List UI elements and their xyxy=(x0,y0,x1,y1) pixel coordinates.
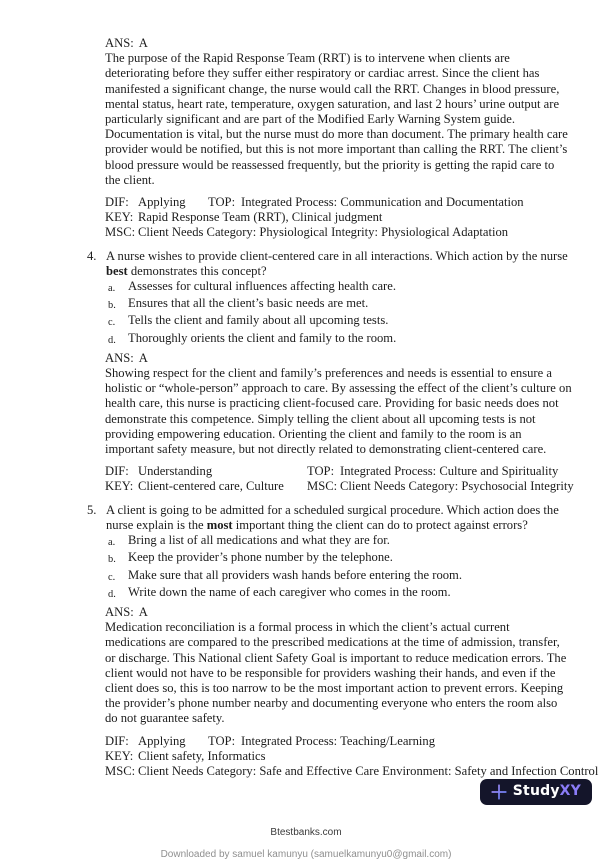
brand-suffix: XY xyxy=(559,783,581,800)
meta-tag: DIF: xyxy=(105,464,129,479)
meta-pair xyxy=(105,749,266,764)
meta-tag: TOP: xyxy=(307,464,335,479)
answer-label: ANS: xyxy=(105,604,134,619)
meta-tag: DIF: xyxy=(105,733,129,748)
option-letter: b. xyxy=(108,554,116,566)
option-row xyxy=(108,550,572,567)
meta-pair xyxy=(208,195,524,210)
option-row xyxy=(108,331,572,348)
option-text: Write down the name of each caregiver who comes in the room. xyxy=(128,584,451,599)
meta-block xyxy=(105,195,572,241)
meta-pair xyxy=(307,464,558,479)
meta-pair xyxy=(105,210,382,225)
meta-value: Client Needs Category: Safe and Effective Care Environment: Safety and Infection Control xyxy=(138,763,599,778)
meta-pair xyxy=(307,479,574,494)
meta-value: Applying xyxy=(138,733,186,748)
meta-tag: TOP: xyxy=(208,195,236,210)
meta-row xyxy=(105,225,572,240)
stem-text: demonstrates this concept? xyxy=(127,263,267,278)
option-text: Make sure that all providers wash hands before entering the room. xyxy=(128,567,462,582)
question-block xyxy=(87,248,572,348)
option-row xyxy=(108,533,572,550)
meta-pair xyxy=(105,479,307,494)
meta-tag: MSC: xyxy=(105,763,136,778)
meta-row xyxy=(105,763,599,779)
option-text: Tells the client and family about all upcoming tests. xyxy=(128,313,389,328)
meta-value: Integrated Process: Culture and Spirituality xyxy=(340,464,559,479)
stem-text: A nurse wishes to provide client-centered care in all interactions. Which action by the nurse xyxy=(106,248,568,263)
meta-block xyxy=(105,733,599,780)
stem-bold-word: best xyxy=(106,263,128,278)
plus-icon xyxy=(491,784,507,800)
option-letter: a. xyxy=(108,537,116,549)
meta-row xyxy=(105,195,572,210)
meta-value: Understanding xyxy=(138,464,213,479)
answer-line xyxy=(105,351,572,366)
meta-row xyxy=(105,210,572,225)
meta-block xyxy=(105,464,572,494)
site-name: Btestbanks.com xyxy=(270,827,342,838)
meta-value: Client Needs Category: Psychosocial Integrity xyxy=(340,479,574,494)
stem-text: important thing the client can do to protect against errors? xyxy=(232,517,528,532)
option-text: Assesses for cultural influences affecting health care. xyxy=(128,279,396,294)
meta-value: Client safety, Informatics xyxy=(138,748,266,763)
meta-tag: MSC: xyxy=(105,225,136,240)
meta-value: Client-centered care, Culture xyxy=(138,479,284,494)
brand-name: Study xyxy=(512,783,560,800)
meta-row xyxy=(105,734,572,749)
stem-bold-word: most xyxy=(206,517,233,532)
answer-value: A xyxy=(138,350,148,365)
options-list xyxy=(108,279,572,348)
meta-pair xyxy=(105,734,208,749)
meta-tag: DIF: xyxy=(105,195,129,210)
question-number: 4. xyxy=(87,248,97,263)
option-letter: a. xyxy=(108,283,116,295)
meta-pair xyxy=(105,464,307,479)
answer-label: ANS: xyxy=(105,350,134,365)
answer-section xyxy=(105,604,599,779)
option-letter: d. xyxy=(108,334,116,346)
option-row xyxy=(108,296,572,313)
option-row xyxy=(108,313,572,330)
meta-row xyxy=(105,479,572,494)
studyxy-brand-text xyxy=(513,784,581,799)
meta-pair xyxy=(105,225,508,240)
meta-tag: MSC: xyxy=(307,479,338,494)
option-letter: d. xyxy=(108,588,116,600)
meta-value: Integrated Process: Communication and Documentation xyxy=(241,195,524,210)
rationale-text: Showing respect for the client and family’s preferences and needs is essential to ensure a holistic or “whole-person” approach to care. By assessing the effect of the client’s culture on health care, this nurse is practicing client-focused care. Providing for basic needs does not demonstrate this competence. Simply telling the client about all upcoming tests is not providing empowering education. Orienting the client and family to the room is an important safety measure, but not directly related to demonstrating client-centered care. xyxy=(105,366,572,457)
rationale-text: The purpose of the Rapid Response Team (RRT) is to intervene when clients are deteriorating before they suffer either respiratory or cardiac arrest. Since the client has manifested a significant change, the nurse would call the RRT. Changes in blood pressure, mental status, heart rate, temperature, oxygen saturation, and last 2 hours’ urine output are particularly significant and are part of the Modified Early Warning System guide. Documentation is vital, but the nurse must do more than document. The primary health care provider would be notified, but this is not more important than calling the RRT. The client’s blood pressure would be reassessed frequently, but the priority is getting the rapid care to the client. xyxy=(105,51,568,187)
answer-line xyxy=(105,36,572,51)
meta-tag: KEY: xyxy=(105,479,134,494)
question-stem xyxy=(106,503,572,533)
meta-tag: KEY: xyxy=(105,210,134,225)
meta-row xyxy=(105,749,572,764)
option-letter: c. xyxy=(108,571,116,583)
option-row xyxy=(108,568,572,585)
meta-value: Integrated Process: Teaching/Learning xyxy=(241,733,436,748)
studyxy-badge[interactable] xyxy=(480,779,592,805)
option-text: Keep the provider’s phone number by the telephone. xyxy=(128,550,393,565)
option-text: Thoroughly orients the client and family to the room. xyxy=(128,330,397,345)
answer-section xyxy=(105,351,572,495)
rationale-text: Medication reconciliation is a formal process in which the client’s actual current medications are compared to the prescribed medications at the time of admission, transfer, or discharge. This National client Safety Goal is important to reduce medication errors. The client would not have to be responsible for providers washing their hands, and even if the client does so, this is too narrow to be the most important action to prevent errors. Keeping the provider’s phone number nearby and documenting everyone who enters the room also do not guarantee safety. xyxy=(105,620,567,726)
option-row xyxy=(108,279,572,296)
option-row xyxy=(108,585,572,602)
option-letter: c. xyxy=(108,317,116,329)
option-text: Bring a list of all medications and what they are for. xyxy=(128,533,390,548)
meta-value: Rapid Response Team (RRT), Clinical judgment xyxy=(138,210,383,225)
meta-pair xyxy=(105,763,599,779)
option-text: Ensures that all the client’s basic needs are met. xyxy=(128,296,369,311)
meta-value: Applying xyxy=(138,195,186,210)
meta-tag: TOP: xyxy=(208,733,236,748)
download-attribution: Downloaded by samuel kamunyu (samuelkamunyu0@gmail.com) xyxy=(160,849,452,860)
meta-value: Client Needs Category: Physiological Integrity: Physiological Adaptation xyxy=(138,225,509,240)
answer-value: A xyxy=(138,36,148,50)
answer-value: A xyxy=(138,604,148,619)
answer-label: ANS: xyxy=(105,36,134,50)
question-number: 5. xyxy=(87,502,97,517)
meta-tag: KEY: xyxy=(105,748,134,763)
question-block xyxy=(87,502,572,602)
answer-line xyxy=(105,605,572,620)
meta-row xyxy=(105,464,572,479)
options-list xyxy=(108,533,572,602)
doc-content xyxy=(87,36,599,779)
answer-section xyxy=(105,36,572,241)
question-stem xyxy=(106,249,572,279)
meta-pair xyxy=(105,195,208,210)
option-letter: b. xyxy=(108,300,116,312)
meta-pair xyxy=(208,734,435,749)
stem-text: A client is going to be admitted for a scheduled surgical procedure. Which action does the nurse explain is the xyxy=(106,502,559,532)
